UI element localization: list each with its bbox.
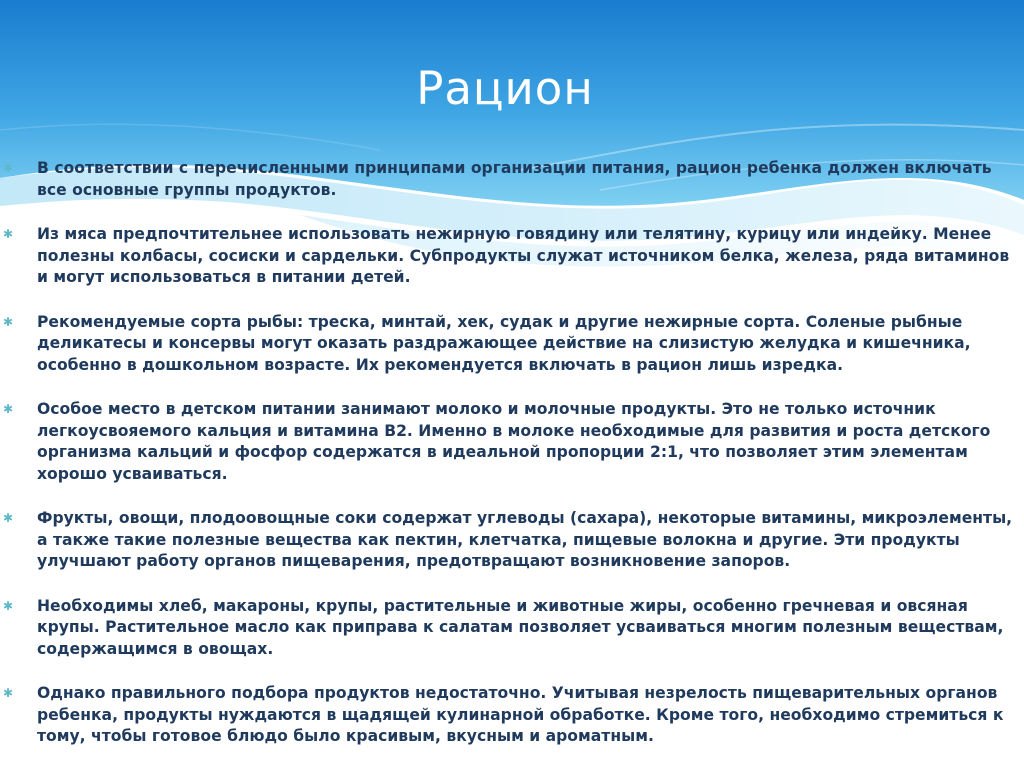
bullet-text: Необходимы хлеб, макароны, крупы, растительные и животные жиры, особенно гречневая и овсяная крупы. Растительное масло как приправа к салатам позволяет усваиваться многим полезным веществам, содержащимся в овощах. bbox=[37, 596, 1004, 658]
asterisk-bullet-icon: ✱ bbox=[3, 686, 14, 700]
bullet-text: В соответствии с перечисленными принципами организации питания, рацион ребенка должен включать все основные группы продуктов. bbox=[37, 159, 992, 199]
bullet-text: Из мяса предпочтительнее использовать нежирную говядину или телятину, курицу или индейку. Менее полезны колбасы, сосиски и сардельки. Субпродукты служат источником белка, железа, ряда витаминов и могут использоваться в питании детей. bbox=[37, 225, 1010, 286]
list-item bbox=[0, 158, 1024, 201]
slide-title: Рацион bbox=[416, 62, 594, 115]
bullet-text: Рекомендуемые сорта рыбы: треска, минтай, хек, судак и другие нежирные сорта. Соленые рыбные деликатесы и консервы могут оказать раздражающее действие на слизистую желудка и кишечника, особенно в дошкольном возрасте. Их рекомендуется включать в рацион лишь изредка. bbox=[37, 312, 971, 374]
bullet-text: Фрукты, овощи, плодоовощные соки содержат углеводы (сахара), некоторые витамины, микроэлементы, а также такие полезные вещества как пектин, клетчатка, пищевые волокна и другие. Эти продукты улучшают работу органов пищеварения, предотвращают возникновение запоров. bbox=[37, 509, 1013, 570]
list-item bbox=[0, 224, 1024, 289]
asterisk-bullet-icon: ✱ bbox=[3, 598, 14, 613]
bullet-text: Однако правильного подбора продуктов недостаточно. Учитывая незрелость пищеварительных органов ребенка, продукты нуждаются в щадящей кулинарной обработке. Кроме того, необходимо стремиться к тому, чтобы готовое блюдо было красивым, вкусным и ароматным. bbox=[37, 684, 1004, 745]
list-item bbox=[0, 312, 1024, 377]
asterisk-bullet-icon: ✱ bbox=[3, 511, 14, 525]
asterisk-bullet-icon: ✱ bbox=[3, 402, 14, 416]
list-item bbox=[0, 596, 1024, 661]
asterisk-bullet-icon: ✱ bbox=[3, 314, 14, 329]
bullet-text: Особое место в детском питании занимают молоко и молочные продукты. Это не только источник легкоусвояемого кальция и витамина В2. Именно в молоке необходимые для развития и роста детского организма кальций и фосфор содержатся в идеальной пропорции 2:1, что позволяет этим элементам хорошо усваиваться. bbox=[37, 400, 991, 483]
list-item bbox=[0, 508, 1024, 573]
bullet-list bbox=[0, 158, 1024, 767]
asterisk-bullet-icon: ✱ bbox=[3, 161, 14, 175]
asterisk-bullet-icon: ✱ bbox=[3, 227, 14, 241]
list-item bbox=[0, 399, 1024, 485]
list-item bbox=[0, 683, 1024, 748]
